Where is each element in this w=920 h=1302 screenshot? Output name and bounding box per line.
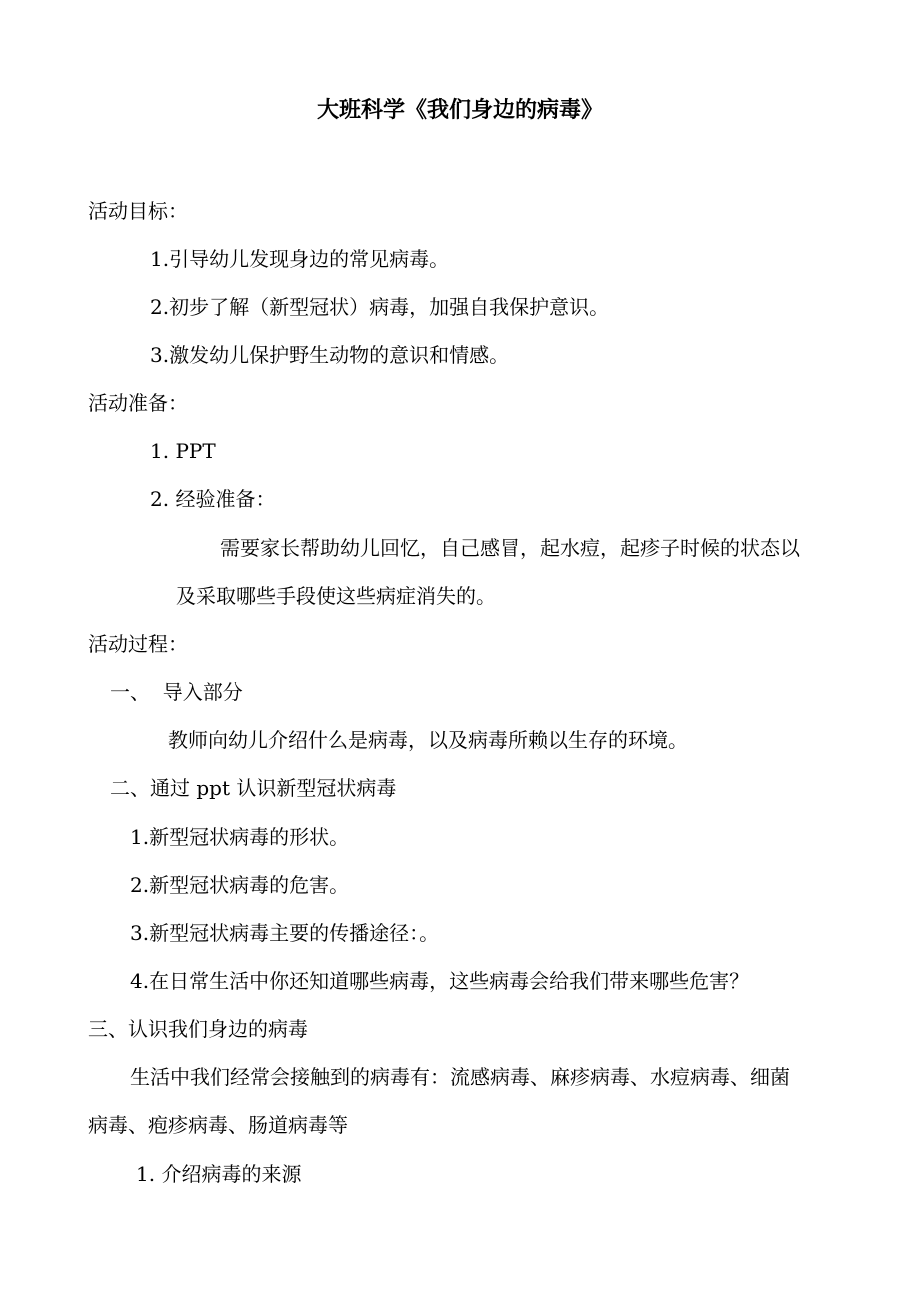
preparation-item-2: 2. 经验准备： — [150, 487, 276, 511]
part2-item-1: 1.新型冠状病毒的形状。 — [130, 825, 350, 849]
objective-item-2: 2.初步了解（新型冠状）病毒，加强自我保护意识。 — [150, 295, 610, 319]
part3-paragraph-line-2: 病毒、疱疹病毒、肠道病毒等 — [88, 1113, 348, 1137]
part2-item-2: 2.新型冠状病毒的危害。 — [130, 873, 350, 897]
part3-heading: 三、认识我们身边的病毒 — [88, 1017, 308, 1041]
objectives-heading: 活动目标： — [88, 199, 188, 223]
preparation-detail-line-1: 需要家长帮助幼儿回忆，自己感冒，起水痘，起疹子时候的状态以 — [220, 536, 800, 560]
preparation-heading: 活动准备： — [88, 391, 188, 415]
preparation-item-1: 1. PPT — [150, 439, 216, 463]
part1-text: 教师向幼儿介绍什么是病毒，以及病毒所赖以生存的环境。 — [168, 728, 688, 752]
objective-item-3: 3.激发幼儿保护野生动物的意识和情感。 — [150, 343, 510, 367]
document-title: 大班科学《我们身边的病毒》 — [316, 98, 603, 123]
part3-paragraph-line-1: 生活中我们经常会接触到的病毒有：流感病毒、麻疹病毒、水痘病毒、细菌 — [130, 1065, 790, 1089]
part2-heading: 二、通过 ppt 认识新型冠状病毒 — [110, 776, 397, 800]
objective-item-1: 1.引导幼儿发现身边的常见病毒。 — [150, 247, 450, 271]
part2-item-3: 3.新型冠状病毒主要的传播途径：。 — [130, 921, 440, 945]
preparation-detail-line-2: 及采取哪些手段使这些病症消失的。 — [176, 584, 496, 608]
part2-item-4: 4.在日常生活中你还知道哪些病毒，这些病毒会给我们带来哪些危害？ — [130, 969, 750, 993]
part3-item-1: 1. 介绍病毒的来源 — [136, 1162, 302, 1186]
process-heading: 活动过程： — [88, 632, 188, 656]
part1-heading: 一、 导入部分 — [110, 680, 243, 704]
